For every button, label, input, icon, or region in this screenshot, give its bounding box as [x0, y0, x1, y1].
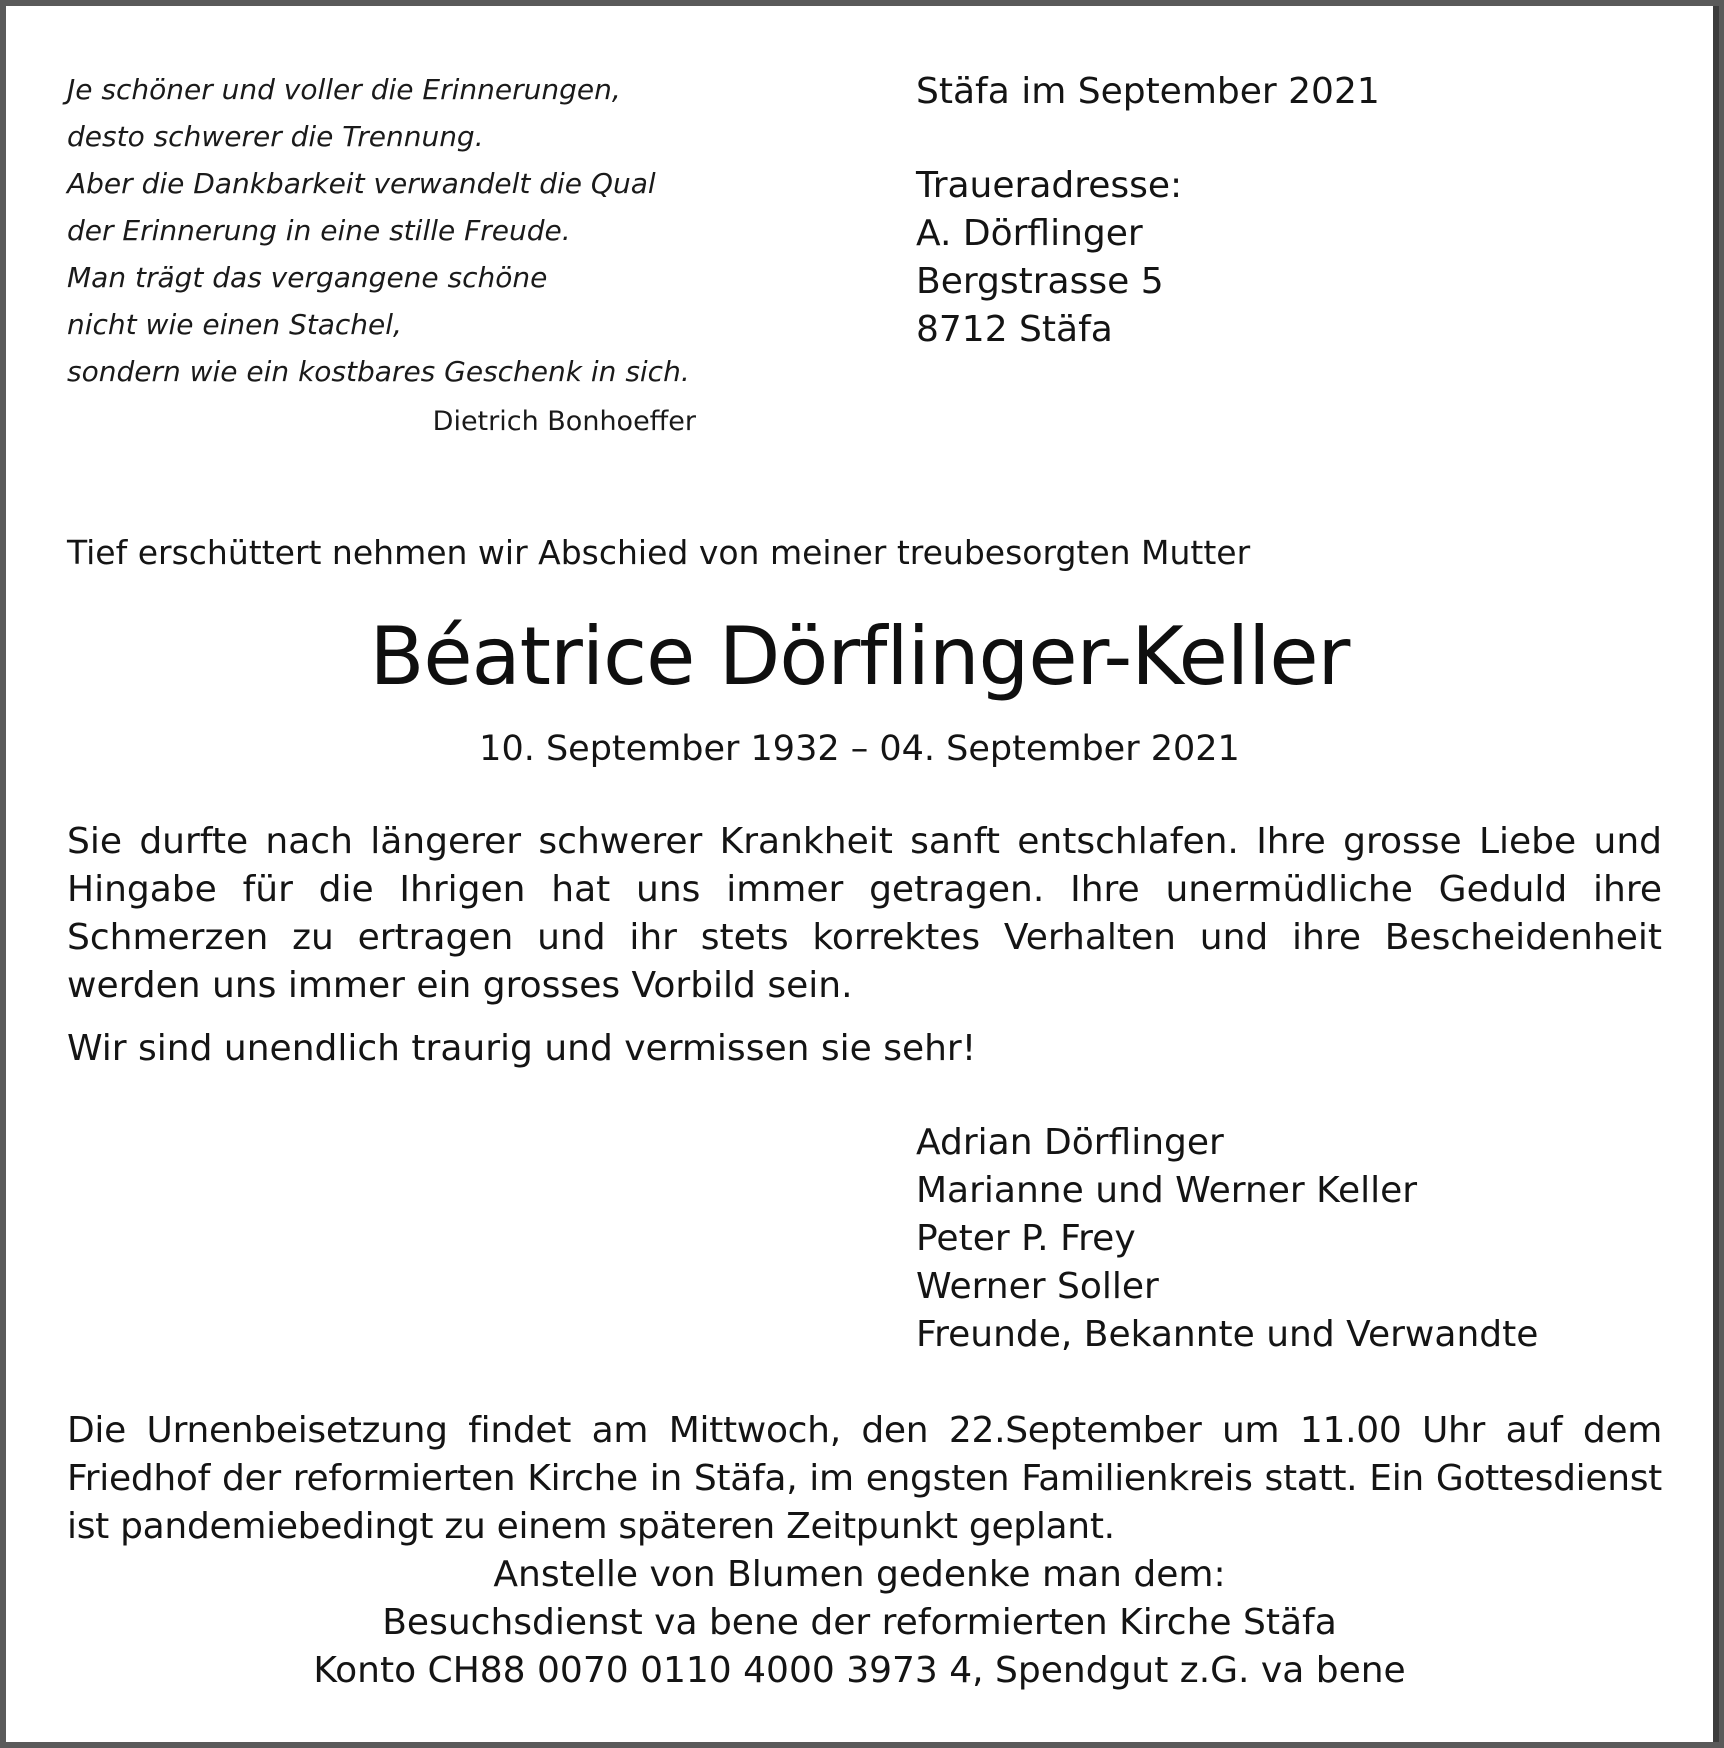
quote-line: sondern wie ein kostbares Geschenk in sich. [67, 355, 690, 388]
address-city: 8712 Stäfa [916, 309, 1113, 350]
quote-author: Dietrich Bonhoeffer [432, 406, 696, 437]
mourner-name: Werner Soller [916, 1266, 1159, 1307]
address-label: Traueradresse: [916, 165, 1183, 206]
life-dates: 10. September 1932 – 04. September 2021 [479, 729, 1240, 769]
quote-line: der Erinnerung in eine stille Freude. [67, 214, 571, 247]
memorial-quote [67, 66, 690, 395]
mourners-list [916, 1119, 1538, 1359]
address-name: A. Dörflinger [916, 213, 1143, 254]
quote-line: nicht wie einen Stachel, [67, 308, 402, 341]
intro-text: Tief erschüttert nehmen wir Abschied von meiner treubesorgten Mutter [67, 533, 1251, 572]
donation-recipient: Besuchsdienst va bene der reformierten Kirche Stäfa [382, 1602, 1337, 1643]
quote-line: Je schöner und voller die Erinnerungen, [67, 73, 621, 106]
donation-intro: Anstelle von Blumen gedenke man dem: [493, 1554, 1226, 1595]
closing-sentence: Wir sind unendlich traurig und vermissen sie sehr! [67, 1028, 977, 1069]
donation-account: Konto CH88 0070 0110 4000 3973 4, Spendgut z.G. va bene [313, 1650, 1406, 1691]
service-announcement: Die Urnenbeisetzung findet am Mittwoch, den 22.September um 11.00 Uhr auf dem Friedhof der reformierten Kirche in Stäfa, im engsten Familienkreis statt. Ein Gottesdienst ist pandemiebedingt zu einem späteren Zeitpunkt geplant. [67, 1410, 1662, 1547]
mourner-name: Freunde, Bekannte und Verwandte [916, 1314, 1539, 1355]
mourner-name: Marianne und Werner Keller [916, 1170, 1418, 1211]
obituary-page [6, 6, 1719, 1742]
quote-line: desto schwerer die Trennung. [67, 120, 484, 153]
quote-line: Man trägt das vergangene schöne [67, 261, 548, 294]
place-date: Stäfa im September 2021 [916, 71, 1380, 112]
mourning-address [916, 68, 1380, 354]
mourner-name: Peter P. Frey [916, 1218, 1136, 1259]
address-street: Bergstrasse 5 [916, 261, 1164, 302]
donation-notice [6, 1551, 1713, 1695]
body-paragraph: Sie durfte nach längerer schwerer Krankheit sanft entschlafen. Ihre grosse Liebe und Hingabe für die Ihrigen hat uns immer getragen. Ihre unermüdliche Geduld ihre Schmerzen zu ertragen und ihr stets korrektes Verhalten und ihre Bescheidenheit werden uns immer ein grosses Vorbild sein. [67, 821, 1662, 1006]
quote-line: Aber die Dankbarkeit verwandelt die Qual [67, 167, 656, 200]
mourner-name: Adrian Dörflinger [916, 1122, 1224, 1163]
deceased-name: Béatrice Dörflinger-Keller [369, 610, 1350, 703]
